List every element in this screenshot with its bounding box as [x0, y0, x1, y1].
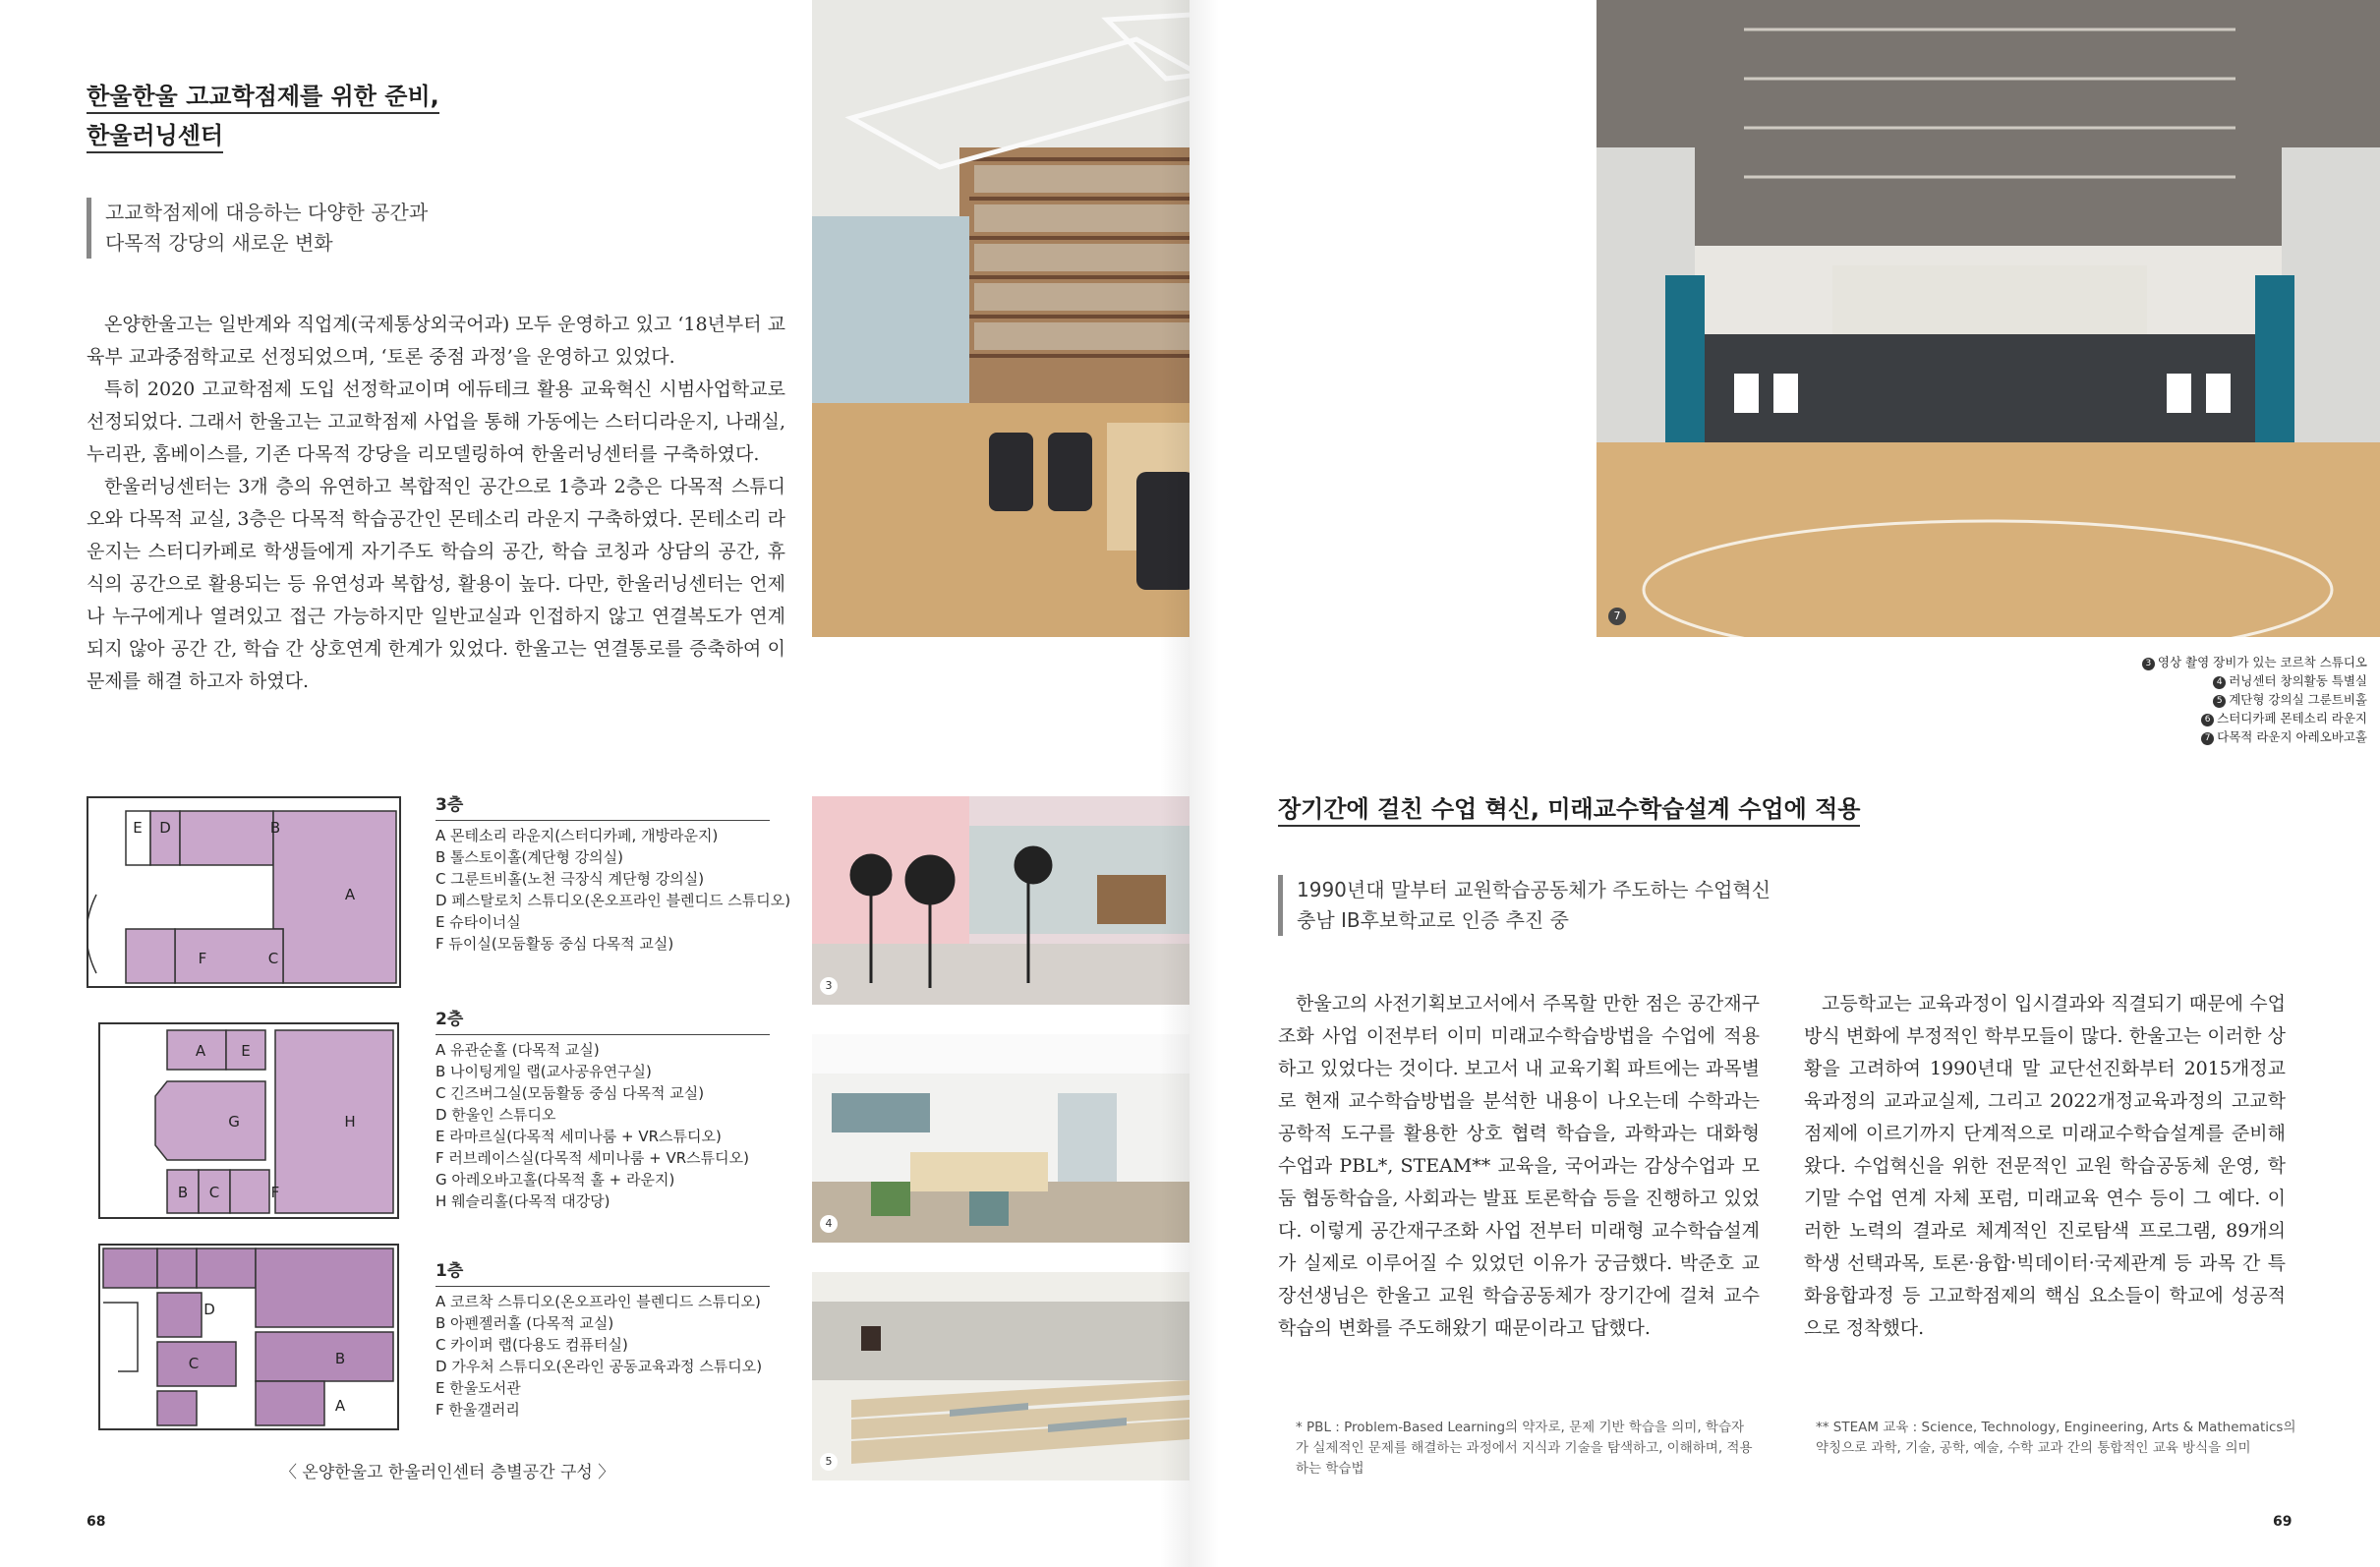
room-label: A [334, 1397, 346, 1415]
subheading-line-1: 고교학점제에 대응하는 다양한 공간과 [105, 201, 429, 224]
legend-item: E 한울도서관 [435, 1379, 521, 1397]
legend-item: B 톨스토이홀(계단형 강의실) [435, 848, 623, 866]
caption-item: 7 다목적 라운지 아레오바고홀 [2035, 727, 2367, 746]
section-heading [87, 77, 794, 155]
photo-creative-room [812, 1034, 1190, 1243]
room-label: G [228, 1113, 240, 1131]
floorplan-1f [98, 1244, 399, 1430]
right-page [1190, 0, 2380, 1567]
photo-number-badge: 7 [1608, 608, 1626, 625]
left-body-text [87, 309, 785, 698]
floorplan-3f-legend [435, 794, 791, 955]
paragraph: 한울러닝센터는 3개 층의 유연하고 복합적인 공간으로 1층과 2층은 다목적 스튜디오와 다목적 교실, 3층은 다목적 학습공간인 몬테소리 라운지 구축하였다. 몬테소리 라운지는 스터디카페로 학생들에게 자기주도 학습의 공간, 학습 코칭과 상담의 공간, 휴식의 공간으로 활용되는 등 유연성과 복합성, 활용이 높다. 다만, 한울러닝센터는 언제나 누구에게나 열려있고 접근 가능하지만 일반교실과 인접하지 않고 연결복도가 연계되지 않아 공간 간, 학습 간 상호연계 한계가 있었다. 한울고는 연결통로를 증축하여 이 문제를 해결 하고자 하였다. [87, 476, 785, 692]
photo-number-badge: 5 [820, 1453, 838, 1471]
floorplan-1f-legend [435, 1260, 770, 1421]
paragraph: 고등학교는 교육과정이 입시결과와 직결되기 때문에 수업방식 변화에 부정적인 학부모들이 많다. 한울고는 이러한 상황을 고려하여 1990년대 말 교단선진화부터 2015개정교육과정의 교과교실제, 그리고 2022개정교육과정의 고교학점제에 이르기까지 단계적으로 미래교수학습설계를 준비해왔다. 수업혁신을 위한 전문적인 교원 학습공동체 운영, 학기말 수업 연계 자체 포럼, 미래교육 연수 등이 그 예다. 이러한 노력의 결과로 체계적인 진로탐색 프로그램, 89개의 학생 선택과목, 토론·융합·빅데이터·국제관계 등 과목 간 특화융합과정 등 고교학점제의 핵심 요소들이 학교에 성공적으로 정착했다. [1804, 993, 2286, 1339]
room-label: F [198, 950, 207, 967]
floorplan-2f [98, 1022, 399, 1219]
legend-title: 2층 [435, 1009, 770, 1035]
caption-item: 5 계단형 강의실 그룬트비홀 [2035, 690, 2367, 709]
room-label: C [188, 1355, 200, 1372]
heading-line-2: 한울러닝센터 [87, 122, 223, 153]
subheading-line-1: 1990년대 말부터 교원학습공동체가 주도하는 수업혁신 [1297, 878, 1771, 901]
room-label: A [344, 886, 356, 903]
room-label: E [241, 1042, 251, 1060]
legend-item: D 페스탈로치 스튜디오(온오프라인 블렌디드 스튜디오) [435, 892, 791, 909]
legend-item: A 유관순홀 (다목적 교실) [435, 1041, 600, 1059]
photo-captions [2035, 653, 2367, 746]
heading-line-1: 한울한울 고교학점제를 위한 준비, [87, 83, 439, 114]
legend-item: F 한울갤러리 [435, 1401, 520, 1419]
legend-item: E 라마르실(다목적 세미나룸 + VR스튜디오) [435, 1128, 722, 1145]
paragraph: 특히 2020 고교학점제 도입 선정학교이며 에듀테크 활용 교육혁신 시범사업학교로 선정되었다. 그래서 한울고는 고교학점제 사업을 통해 가동에는 스터디라운지, 나래실, 누리관, 홈베이스를, 기존 다목적 강당을 리모델링하여 한울러닝센터를 구축하였다. [87, 378, 785, 465]
legend-item: A 코르착 스튜디오(온오프라인 블렌디드 스튜디오) [435, 1293, 761, 1310]
legend-item: F 러브레이스실(다목적 세미나룸 + VR스튜디오) [435, 1149, 749, 1167]
legend-item: D 가우처 스튜디오(온라인 공동교육과정 스튜디오) [435, 1358, 763, 1375]
legend-item: D 한울인 스튜디오 [435, 1106, 556, 1124]
legend-item: C 카이퍼 랩(다용도 컴퓨터실) [435, 1336, 628, 1354]
room-label: E [133, 819, 143, 837]
room-label: D [203, 1301, 215, 1318]
legend-item: A 몬테소리 라운지(스터디카페, 개방라운지) [435, 827, 719, 844]
caption-item: 4 러닝센터 창의활동 특별실 [2035, 671, 2367, 690]
room-label: B [177, 1184, 189, 1201]
right-body-column-1 [1278, 988, 1760, 1345]
right-body-column-2 [1804, 988, 2286, 1345]
caption-item: 3 영상 촬영 장비가 있는 코르착 스튜디오 [2035, 653, 2367, 671]
legend-item: B 아펜젤러홀 (다목적 교실) [435, 1314, 614, 1332]
paragraph: 온양한울고는 일반계와 직업계(국제통상외국어과) 모두 운영하고 있고 ‘18년부터 교육부 교과중점학교로 선정되었으며, ‘토론 중점 과정’을 운영하고 있었다. [87, 314, 786, 368]
photo-number-badge: 4 [820, 1215, 838, 1233]
legend-item: G 아레오바고홀(다목적 홀 + 라운지) [435, 1171, 675, 1189]
room-label: D [159, 819, 171, 837]
paragraph: 한울고의 사전기획보고서에서 주목할 만한 점은 공간재구조화 사업 이전부터 이미 미래교수학습방법을 수업에 적용하고 있었다는 것이다. 보고서 내 교육기획 파트에는 과목별로 현재 교수학습방법을 분석한 내용이 나오는데 수학과는 공학적 도구를 활용한 상호 협력 학습을, 과학과는 대화형 수업과 PBL*, STEAM** 교육을, 국어과는 감상수업과 모둠 협동학습을, 사회과는 발표 토론학습 등을 진행하고 있었다. 이렇게 공간재구조화 사업 전부터 미래형 교수학습설계가 실제로 이루어질 수 있었던 이유가 궁금했다. 박준호 교장선생님은 한울고 교원 학습공동체가 장기간에 걸쳐 교수학습의 변화를 주도해왔기 때문이라고 답했다. [1278, 993, 1760, 1339]
footnote-steam: ** STEAM 교육 : Science, Technology, Engineering, Arts & Mathematics의 약칭으로 과학, 기술, 공학, 예술, 수학 교과 간의 통합적인 교육 방식을 의미 [1816, 1420, 2296, 1456]
legend-title: 3층 [435, 794, 770, 821]
floorplan-3f [87, 796, 401, 988]
room-label: C [208, 1184, 220, 1201]
legend-item: B 나이팅게일 랩(교사공유연구실) [435, 1063, 652, 1080]
room-label: H [344, 1113, 356, 1131]
book-gutter [1160, 0, 1219, 1567]
photo-areopagus-hall [1596, 0, 2380, 637]
photo-grundtvig-hall [812, 1272, 1190, 1480]
legend-item: C 긴즈버그실(모둠활동 중심 다목적 교실) [435, 1084, 705, 1102]
legend-item: H 웨슬리홀(다목적 대강당) [435, 1192, 610, 1210]
room-label: F [270, 1184, 280, 1201]
floorplan-caption: 〈 온양한울고 한울러인센터 층별공간 구성 〉 [280, 1463, 615, 1482]
page-number: 69 [2273, 1514, 2293, 1530]
subheading-line-2: 충남 IB후보학교로 인증 추진 중 [1297, 908, 1569, 932]
section-heading-right: 장기간에 걸친 수업 혁신, 미래교수학습설계 수업에 적용 [1278, 789, 1966, 829]
room-label: C [267, 950, 279, 967]
room-label: A [195, 1042, 206, 1060]
caption-item: 6 스터디카페 몬테소리 라운지 [2035, 709, 2367, 727]
footnote-pbl: * PBL : Problem-Based Learning의 약자로, 문제 기반 학습을 의미, 학습자가 실제적인 문제를 해결하는 과정에서 지식과 기술을 탐색하고, 이해하며, 적용하는 학습법 [1296, 1420, 1753, 1477]
room-label: B [334, 1350, 346, 1367]
photo-korczak-studio [812, 796, 1190, 1005]
room-label: B [269, 819, 281, 837]
subheading-line-2: 다목적 강당의 새로운 변화 [105, 231, 333, 255]
photo-number-badge: 3 [820, 977, 838, 995]
legend-title: 1층 [435, 1260, 770, 1287]
section-subheading [87, 198, 715, 259]
legend-item: F 듀이실(모둠활동 중심 다목적 교실) [435, 935, 674, 953]
section-subheading-right [1278, 875, 1985, 936]
legend-item: C 그룬트비홀(노천 극장식 계단형 강의실) [435, 870, 705, 888]
floorplan-2f-legend [435, 1009, 770, 1212]
page-number: 68 [87, 1514, 106, 1530]
legend-item: E 슈타이너실 [435, 913, 521, 931]
